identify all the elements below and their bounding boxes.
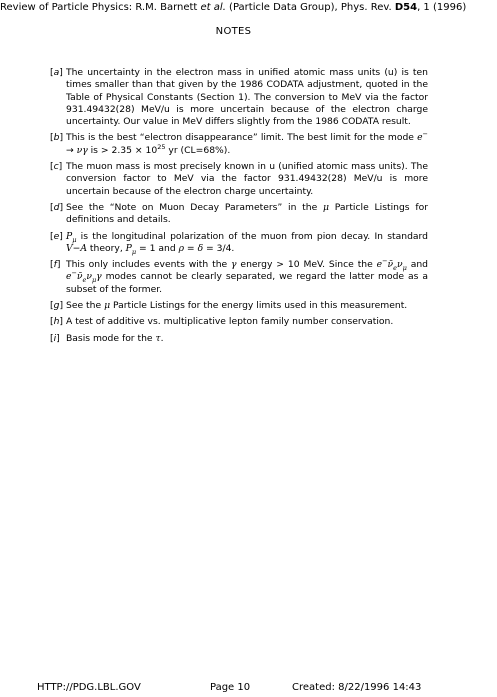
header-suffix: , 1 (1996) (417, 2, 467, 13)
note-g (50, 300, 428, 312)
note-text: This is the best “electron disappearance” limit. The best limit for the mode e− → νγ is > $2.35 \times 10^{25}$ yr (CL=68%). (66, 130, 428, 156)
footer-url: HTTP://PDG.LBL.GOV (37, 682, 141, 693)
note-d (50, 202, 428, 227)
note-label: [a] (50, 67, 63, 78)
header-middle: (Particle Data Group), Phys. Rev. (225, 2, 395, 13)
note-e (50, 231, 428, 256)
note-label: [c] (50, 161, 63, 173)
note-text: This only includes events with the γ energy > 10 MeV. Since the $e^-\nū_e\nu_\mu$ and $e^-\nū_e\nu_\mu\gamma$ modes cannot be clearly separated, we regard the latter mode as a subset of the former. (66, 257, 428, 295)
note-label: [h] (50, 316, 64, 328)
note-i (50, 333, 428, 345)
note-text: The uncertainty in the electron mass in unified atomic mass units (u) is ten times smaller than that given by the 1986 CODATA adjustment, quoted in the Table of Physical Constants (Section 1). The conversion to MeV via the factor 931.49432(28) MeV/u is more uncertain because of the electron charge uncertainty. Our value in MeV differs slightly from the 1986 CODATA result. (66, 67, 428, 128)
notes-list (50, 67, 428, 349)
footer-created: Created: 8/22/1996 14:43 (292, 682, 422, 693)
note-text: The muon mass is most precisely known in u (unified atomic mass units). The conversion factor to MeV via the factor 931.49432(28) MeV/u is more uncertain because of the electron charge uncertainty. (66, 161, 428, 197)
footer-page: Page 10 (210, 682, 251, 693)
note-b (50, 132, 428, 157)
note-text: See the μ Particle Listings for the energy limits used in this measurement. (66, 300, 408, 312)
page-title: NOTES (215, 26, 252, 37)
note-text: Basis mode for the τ. (66, 332, 164, 344)
note-label: [d] (50, 201, 64, 213)
note-label: [b] (50, 132, 64, 144)
note-label: [i] (50, 332, 60, 344)
header-prefix: Review of Particle Physics: R.M. Barnett (0, 2, 201, 13)
header-etal: et al. (200, 2, 226, 13)
note-f (50, 259, 428, 296)
note-h (50, 316, 428, 328)
note-label: [g] (50, 300, 64, 312)
page-header (0, 1, 497, 14)
note-label: [f] (50, 259, 61, 271)
note-label: [e] (50, 230, 63, 242)
header-volume: D54 (394, 2, 418, 13)
note-text: A test of additive vs. multiplicative lepton family number conservation. (66, 316, 394, 328)
note-c (50, 161, 428, 198)
note-text: See the “Note on Muon Decay Parameters” in the μ Particle Listings for definitions and details. (66, 201, 428, 226)
note-text: $P_\mu$ is the longitudinal polarization of the muon from pion decay. In standard V−A theory, $P_\mu = 1$ and ρ = δ = 3/4. (66, 230, 428, 256)
note-a (50, 67, 428, 128)
